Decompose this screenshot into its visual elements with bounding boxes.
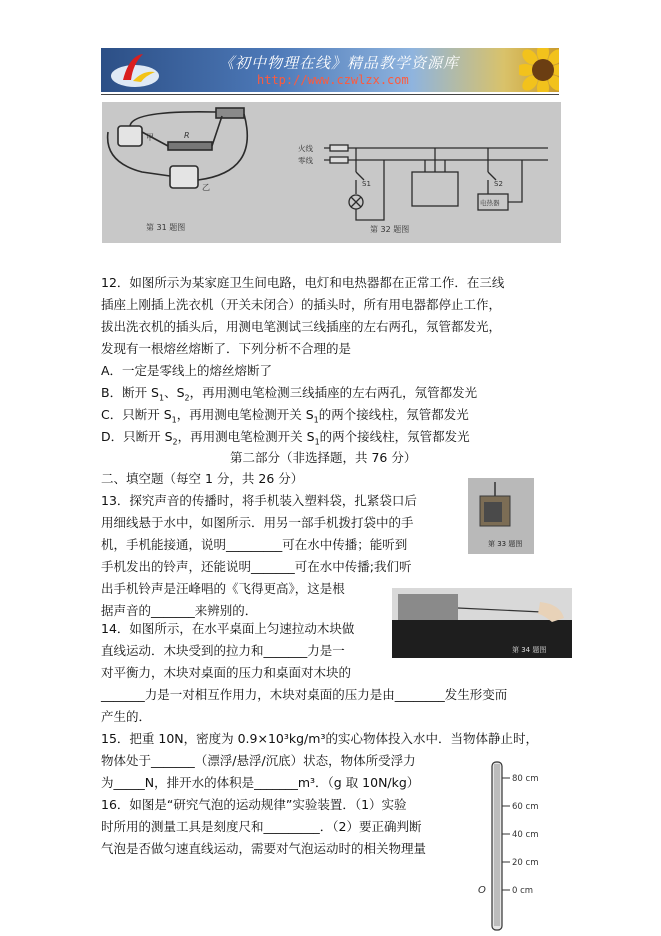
q13-line3: 机，手机能接通，说明_________可在水中传播；能听到 (101, 537, 408, 552)
q15-line1: 15．把重 10N，密度为 0.9×10³kg/m³的实心物体投入水中．当物体静止时， (101, 731, 538, 746)
fig34-caption: 第 34 题图 (512, 646, 547, 654)
q14-line2: 直线运动．木块受到的拉力和_______力是一 (101, 643, 345, 658)
q14-line4: _______力是一对相互作用力，木块对桌面的压力是由________发生形变而 (101, 687, 508, 702)
header-banner (101, 48, 559, 92)
part2-section: 二、填空题（每空 1 分，共 26 分） (101, 471, 304, 486)
q12-option-a: A．一定是零线上的熔丝熔断了 (101, 363, 273, 378)
fig32-label-s2: S2 (494, 180, 503, 188)
header-url[interactable]: http://www.czwlzx.com (257, 73, 409, 87)
fig32-label-lingxian: 零线 (298, 156, 313, 165)
fig31-label-jia: 甲 (146, 133, 154, 142)
q12-line3: 拔出洗衣机的插头后，用测电笔测试三线插座的左右两孔，氖管都发光， (101, 319, 502, 334)
fig33-caption: 第 33 题图 (488, 540, 523, 548)
q13-line6: 据声音的_______来辨别的． (101, 603, 258, 618)
q12-option-d: D．只断开 $S_2$，再用测电笔检测开关 $S_1$的两个接线柱，氖管都发光 (101, 429, 470, 447)
scale-0: 0 cm (512, 886, 534, 896)
q14-line1: 14．如图所示，在水平桌面上匀速拉动木块做 (101, 621, 355, 636)
fig32-label-heater: 电热器 (480, 199, 500, 207)
q15-line3: 为_____N，排开水的体积是_______m³．（g 取 10N/kg） (101, 775, 420, 790)
q14-line5: 产生的． (101, 709, 152, 724)
q12-line2: 插座上刚插上洗衣机（开关未闭合）的插头时，所有用电器都停止工作， (101, 297, 502, 312)
bubble-tube-figure (474, 760, 554, 932)
fig32-caption: 第 32 题图 (370, 225, 410, 234)
header-title: 《初中物理在线》精品教学资源库 (219, 54, 460, 72)
q13-line2: 用细线悬于水中，如图所示．用另一部手机拨打袋中的手 (101, 515, 414, 530)
sunflower-icon (519, 48, 559, 92)
fig31-label-yi: 乙 (202, 183, 210, 192)
q12-option-c: C．只断开 $S_1$，再用测电笔检测开关 $S_1$的两个接线柱，氖管都发光 (101, 407, 469, 425)
fig31-caption: 第 31 题图 (146, 223, 186, 232)
header-rule (101, 94, 559, 95)
part2-heading: 第二部分（非选择题，共 76 分） (230, 450, 417, 465)
q12-line4: 发现有一根熔丝熔断了．下列分析不合理的是 (101, 341, 352, 356)
q13-line1: 13．探究声音的传播时，将手机装入塑料袋，扎紧袋口后 (101, 493, 417, 508)
q14-line3: 对平衡力，木块对桌面的压力和桌面对木块的 (101, 665, 352, 680)
q16-line3: 气泡是否做匀速直线运动，需要对气泡运动时的相关物理量 (101, 841, 427, 856)
q16-line1: 16．如图是“研究气泡的运动规律”实验装置．（1）实验 (101, 797, 407, 812)
scale-20: 20 cm (512, 858, 539, 868)
logo-icon (109, 50, 161, 90)
scale-40: 40 cm (512, 830, 539, 840)
fig31-label-R: R (184, 131, 190, 140)
q13-line5: 出手机铃声是汪峰唱的《飞得更高》，这是根 (101, 581, 345, 596)
fig32-label-s1: S1 (362, 180, 371, 188)
figures-31-32 (102, 102, 561, 243)
q16-line2: 时所用的测量工具是刻度尺和_________．（2）要正确判断 (101, 819, 422, 834)
q15-line2: 物体处于_______（漂浮/悬浮/沉底）状态，物体所受浮力 (101, 753, 416, 768)
scale-60: 60 cm (512, 802, 539, 812)
figure-33 (468, 478, 534, 554)
fig32-label-huoxian: 火线 (298, 144, 313, 153)
q12-option-b: B．断开 $S_1$、$S_2$，再用测电笔检测三线插座的左右两孔，氖管都发光 (101, 385, 478, 403)
q13-line4: 手机发出的铃声，还能说明_______可在水中传播;我们听 (101, 559, 412, 574)
q12-line1: 12．如图所示为某家庭卫生间电路，电灯和电热器都在正常工作．在三线 (101, 275, 505, 290)
figure-34 (392, 588, 572, 658)
scale-origin: O (478, 885, 486, 896)
scale-80: 80 cm (512, 774, 539, 784)
